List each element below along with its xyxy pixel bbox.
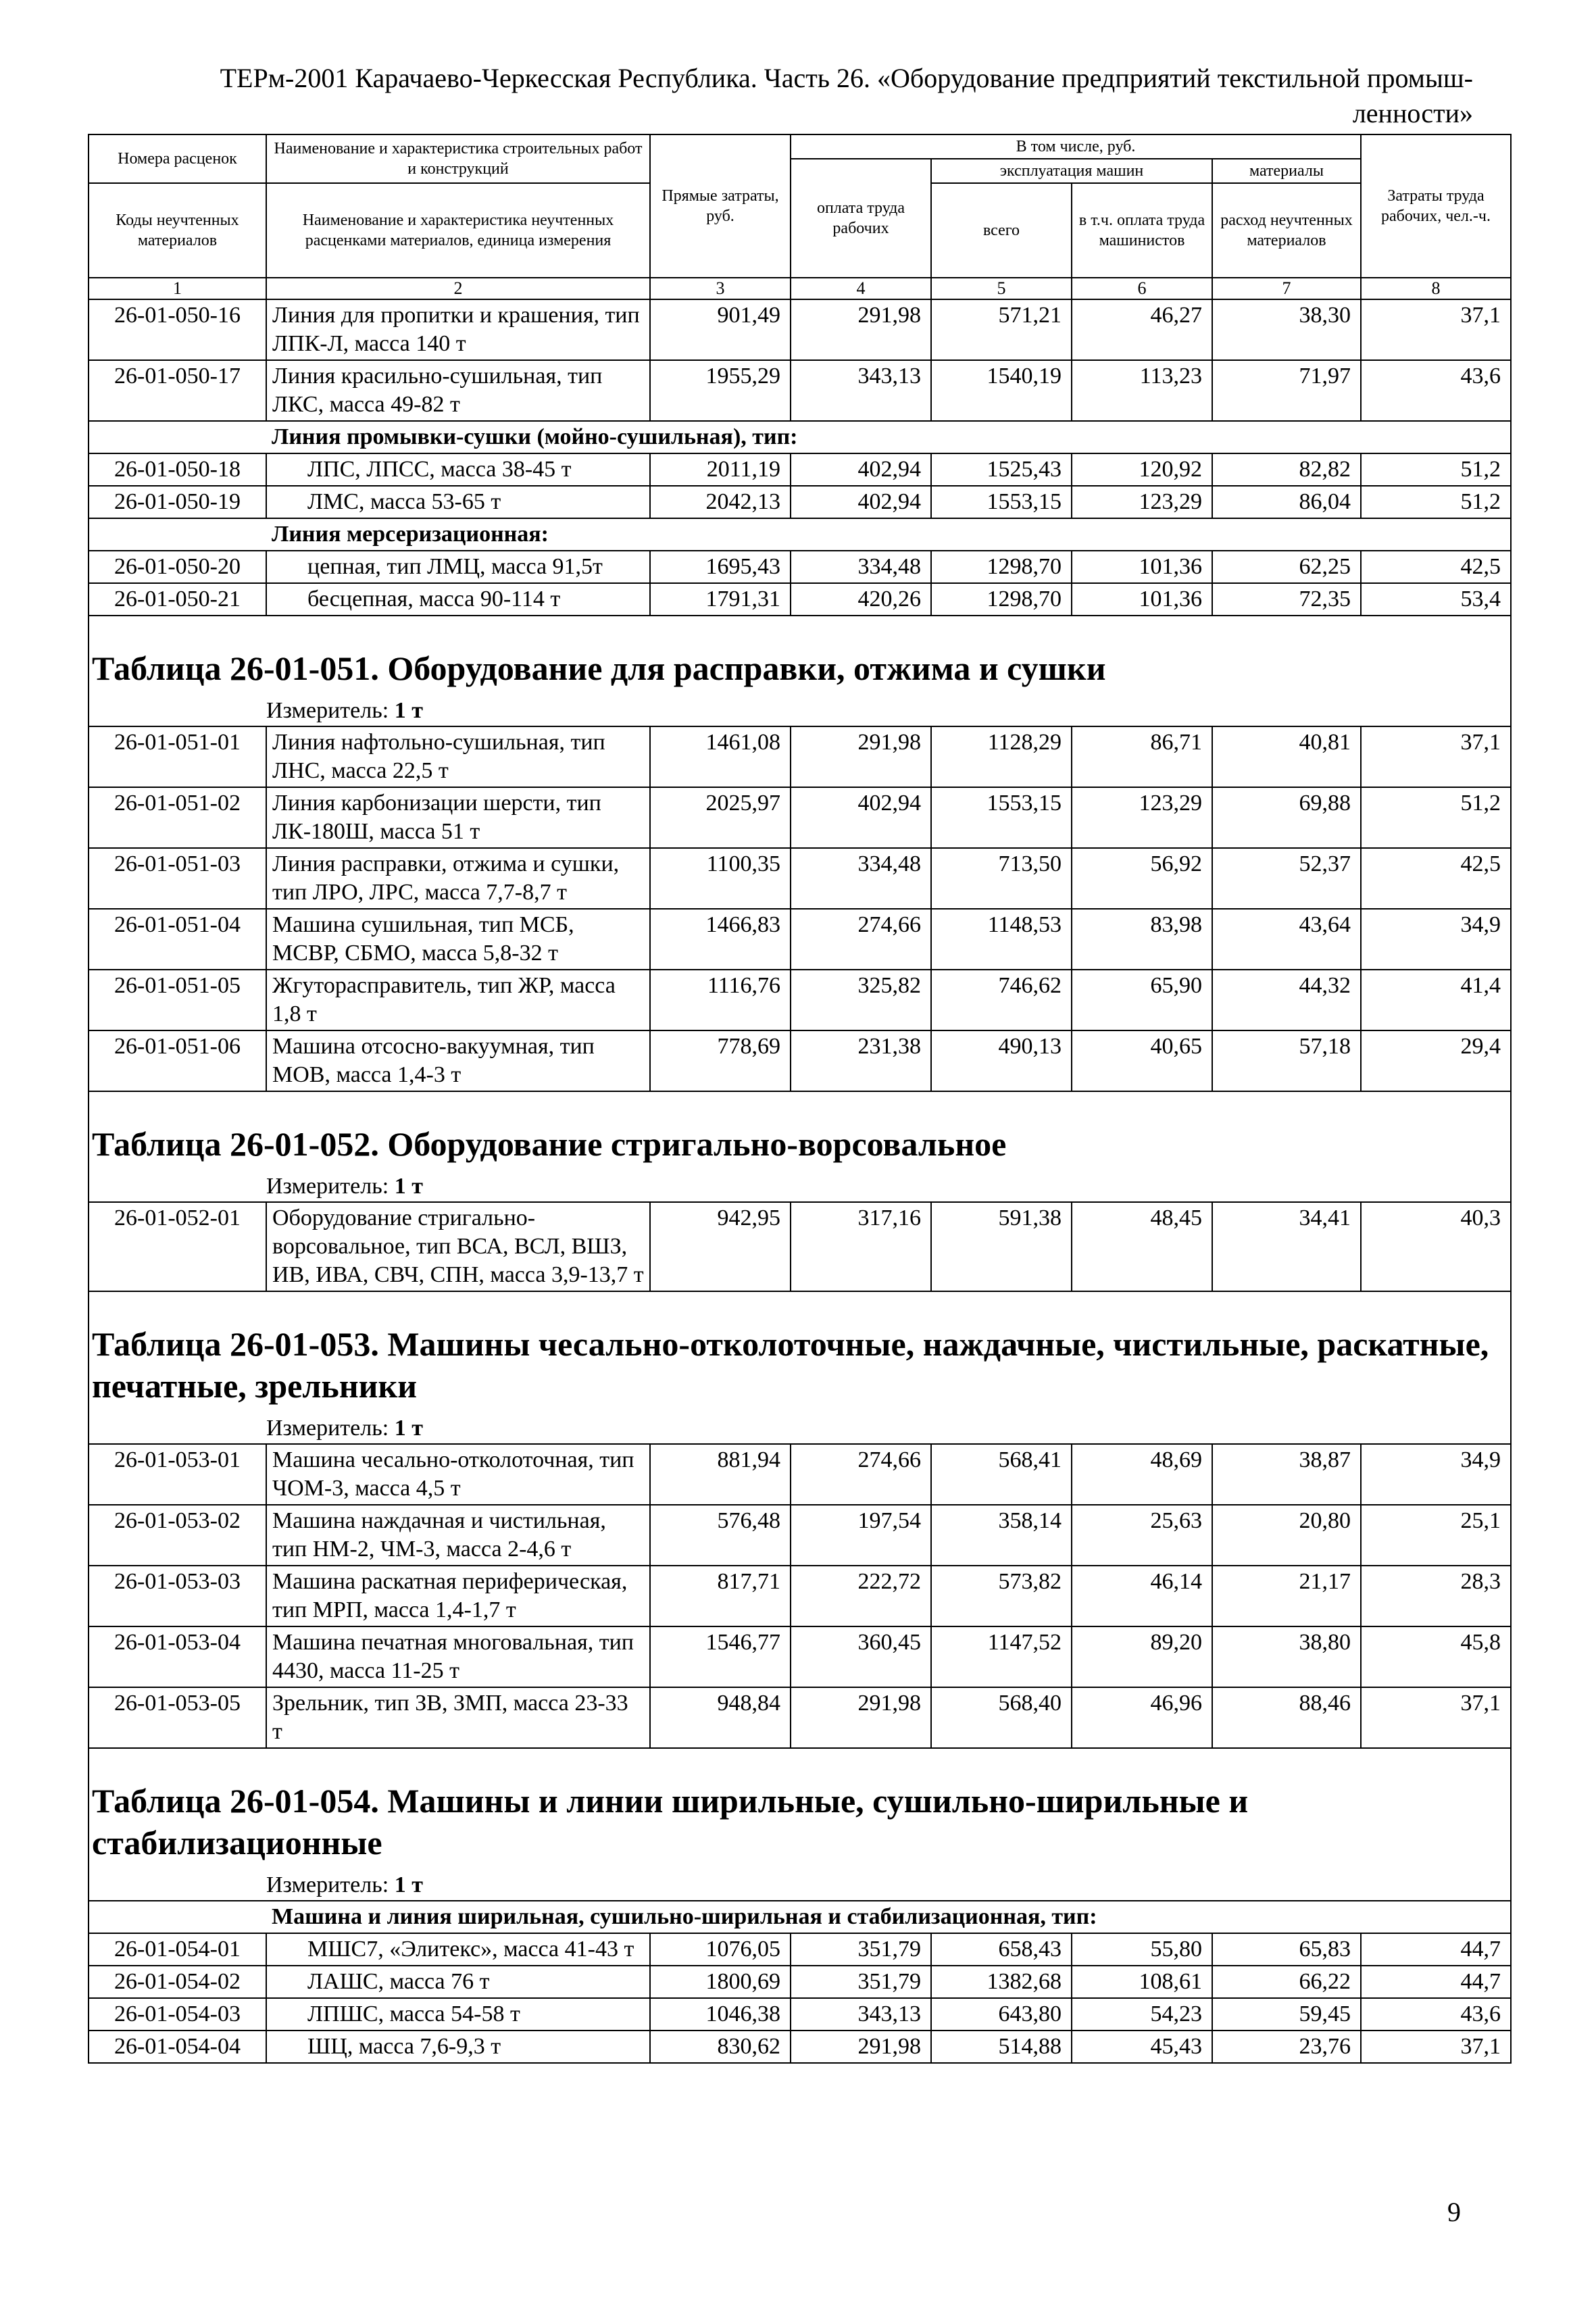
labor-hours: 45,8 [1361, 1626, 1511, 1687]
direct-costs: 1100,35 [650, 848, 791, 909]
machinist-wages: 56,92 [1072, 848, 1212, 909]
materials-cost: 71,97 [1212, 360, 1361, 421]
column-number: 3 [650, 278, 791, 299]
machines-total: 568,40 [931, 1687, 1072, 1748]
rate-name: бесцепная, масса 90-114 т [266, 583, 650, 616]
machinist-wages: 48,45 [1072, 1202, 1212, 1291]
labor-wages: 291,98 [791, 299, 931, 360]
rate-name: Машина отсосно-вакуумная, тип МОВ, масса 1,4-3 т [266, 1030, 650, 1091]
labor-hours: 37,1 [1361, 299, 1511, 360]
machinist-wages: 48,69 [1072, 1444, 1212, 1505]
group-row [89, 518, 1511, 551]
rate-code: 26-01-053-01 [89, 1444, 266, 1505]
rate-name: Линия красильно-сушильная, тип ЛКС, масса 49-82 т [266, 360, 650, 421]
group-heading: Линия мерсеризационная: [266, 518, 1511, 551]
labor-hours: 44,7 [1361, 1933, 1511, 1966]
rate-code: 26-01-050-18 [89, 453, 266, 486]
group-spacer [89, 421, 266, 453]
section-gap [89, 1091, 1511, 1110]
section-title-row [89, 1766, 1511, 1870]
machines-total: 1128,29 [931, 726, 1072, 787]
rate-name: ЛАШС, масса 76 т [266, 1966, 650, 1998]
labor-hours: 37,1 [1361, 726, 1511, 787]
labor-hours: 42,5 [1361, 848, 1511, 909]
labor-wages: 402,94 [791, 787, 931, 848]
group-row [89, 421, 1511, 453]
machines-total: 1298,70 [931, 583, 1072, 616]
labor-wages: 334,48 [791, 551, 931, 583]
section-gap-cell [89, 1748, 1511, 1766]
labor-wages: 334,48 [791, 848, 931, 909]
rate-name: МШС7, «Элитекс», масса 41-43 т [266, 1933, 650, 1966]
col-header-hours: Затраты труда рабочих, чел.-ч. [1361, 134, 1511, 278]
rate-code: 26-01-050-19 [89, 486, 266, 518]
col-header-group-all: В том числе, руб. [791, 134, 1361, 159]
measure-unit [89, 1172, 1511, 1202]
machines-total: 490,13 [931, 1030, 1072, 1091]
direct-costs: 942,95 [650, 1202, 791, 1291]
direct-costs: 2011,19 [650, 453, 791, 486]
labor-wages: 325,82 [791, 970, 931, 1030]
table-title: Таблица 26-01-051. Оборудование для расправки, отжима и сушки [89, 634, 1511, 696]
rate-code: 26-01-053-04 [89, 1626, 266, 1687]
materials-cost: 65,83 [1212, 1933, 1361, 1966]
labor-wages: 231,38 [791, 1030, 931, 1091]
table-row [89, 551, 1511, 583]
labor-hours: 51,2 [1361, 453, 1511, 486]
direct-costs: 1046,38 [650, 1998, 791, 2031]
rate-name: Линия нафтольно-сушильная, тип ЛНС, масса 22,5 т [266, 726, 650, 787]
col-header-codes-top: Номера расценок [89, 134, 266, 183]
labor-hours: 53,4 [1361, 583, 1511, 616]
col-header-labor: оплата труда рабочих [791, 159, 931, 278]
labor-hours: 41,4 [1361, 970, 1511, 1030]
labor-hours: 43,6 [1361, 360, 1511, 421]
machinist-wages: 46,27 [1072, 299, 1212, 360]
table-row [89, 453, 1511, 486]
rate-code: 26-01-051-01 [89, 726, 266, 787]
rate-name: Жгуторасправитель, тип ЖР, масса 1,8 т [266, 970, 650, 1030]
section-title-row [89, 634, 1511, 696]
direct-costs: 778,69 [650, 1030, 791, 1091]
direct-costs: 830,62 [650, 2031, 791, 2063]
rate-code: 26-01-051-05 [89, 970, 266, 1030]
col-header-group-materials: материалы [1212, 159, 1361, 183]
rate-name: ЛПШС, масса 54-58 т [266, 1998, 650, 2031]
measure-unit [89, 1414, 1511, 1444]
machinist-wages: 25,63 [1072, 1505, 1212, 1566]
materials-cost: 62,25 [1212, 551, 1361, 583]
rate-name: цепная, тип ЛМЦ, масса 91,5т [266, 551, 650, 583]
measure-value: 1 т [394, 698, 423, 723]
direct-costs: 2025,97 [650, 787, 791, 848]
rate-code: 26-01-051-04 [89, 909, 266, 970]
measure-row [89, 1172, 1511, 1202]
page-number: 9 [1447, 2197, 1461, 2227]
table-row [89, 970, 1511, 1030]
column-numbers-row [89, 278, 1511, 299]
labor-wages: 291,98 [791, 1687, 931, 1748]
group-heading: Машина и линия ширильная, сушильно-ширильная и стабилизационная, тип: [266, 1901, 1511, 1933]
machines-total: 358,14 [931, 1505, 1072, 1566]
labor-wages: 197,54 [791, 1505, 931, 1566]
labor-hours: 51,2 [1361, 787, 1511, 848]
direct-costs: 817,71 [650, 1566, 791, 1626]
machines-total: 514,88 [931, 2031, 1072, 2063]
machinist-wages: 89,20 [1072, 1626, 1212, 1687]
machinist-wages: 40,65 [1072, 1030, 1212, 1091]
machines-total: 1298,70 [931, 551, 1072, 583]
rate-code: 26-01-054-01 [89, 1933, 266, 1966]
measure-row [89, 1414, 1511, 1444]
rate-code: 26-01-051-02 [89, 787, 266, 848]
labor-wages: 351,79 [791, 1933, 931, 1966]
measure-label: Измеритель: [266, 698, 389, 723]
measure-unit [89, 696, 1511, 726]
labor-wages: 274,66 [791, 909, 931, 970]
rate-code: 26-01-051-03 [89, 848, 266, 909]
table-row [89, 583, 1511, 616]
machinist-wages: 113,23 [1072, 360, 1212, 421]
column-number: 5 [931, 278, 1072, 299]
rate-code: 26-01-054-04 [89, 2031, 266, 2063]
table-row [89, 1566, 1511, 1626]
table-row [89, 726, 1511, 787]
materials-cost: 72,35 [1212, 583, 1361, 616]
direct-costs: 1546,77 [650, 1626, 791, 1687]
materials-cost: 57,18 [1212, 1030, 1361, 1091]
rate-code: 26-01-054-03 [89, 1998, 266, 2031]
section-gap [89, 1291, 1511, 1310]
machines-total: 571,21 [931, 299, 1072, 360]
table-row [89, 1505, 1511, 1566]
column-number: 8 [1361, 278, 1511, 299]
measure-row [89, 696, 1511, 726]
labor-wages: 317,16 [791, 1202, 931, 1291]
labor-hours: 34,9 [1361, 909, 1511, 970]
table-row [89, 1687, 1511, 1748]
labor-hours: 37,1 [1361, 2031, 1511, 2063]
labor-wages: 343,13 [791, 1998, 931, 2031]
column-number: 2 [266, 278, 650, 299]
rate-name: Линия расправки, отжима и сушки, тип ЛРО, ЛРС, масса 7,7-8,7 т [266, 848, 650, 909]
section-gap-cell [89, 1091, 1511, 1110]
rate-name: Машина печатная многовальная, тип 4430, масса 11-25 т [266, 1626, 650, 1687]
materials-cost: 38,30 [1212, 299, 1361, 360]
col-header-materials-use: расход неучтенных материалов [1212, 183, 1361, 278]
machines-total: 1553,15 [931, 787, 1072, 848]
labor-hours: 42,5 [1361, 551, 1511, 583]
labor-hours: 37,1 [1361, 1687, 1511, 1748]
labor-wages: 343,13 [791, 360, 931, 421]
page-header-line1: ТЕРм-2001 Карачаево-Черкесская Республика. Часть 26. «Оборудование предприятий текстильной промыш- [220, 63, 1473, 93]
direct-costs: 1461,08 [650, 726, 791, 787]
col-header-group-machines: эксплуатация машин [931, 159, 1212, 183]
rate-code: 26-01-050-16 [89, 299, 266, 360]
machinist-wages: 45,43 [1072, 2031, 1212, 2063]
materials-cost: 82,82 [1212, 453, 1361, 486]
labor-hours: 34,9 [1361, 1444, 1511, 1505]
machinist-wages: 54,23 [1072, 1998, 1212, 2031]
column-number: 6 [1072, 278, 1212, 299]
table-row [89, 1998, 1511, 2031]
machinist-wages: 123,29 [1072, 486, 1212, 518]
materials-cost: 38,87 [1212, 1444, 1361, 1505]
rate-code: 26-01-050-20 [89, 551, 266, 583]
section-title-row [89, 1310, 1511, 1414]
materials-cost: 69,88 [1212, 787, 1361, 848]
materials-cost: 52,37 [1212, 848, 1361, 909]
table-title: Таблица 26-01-052. Оборудование стригально-ворсовальное [89, 1110, 1511, 1172]
rate-name: ЛМС, масса 53-65 т [266, 486, 650, 518]
direct-costs: 948,84 [650, 1687, 791, 1748]
column-number: 1 [89, 278, 266, 299]
group-spacer [89, 1901, 266, 1933]
rate-name: Оборудование стригально-ворсовальное, тип ВСА, ВСЛ, ВШЗ, ИВ, ИВА, СВЧ, СПН, масса 3,9-13,7 т [266, 1202, 650, 1291]
measure-unit [89, 1870, 1511, 1901]
section-gap-cell [89, 616, 1511, 634]
machines-total: 1525,43 [931, 453, 1072, 486]
column-number: 7 [1212, 278, 1361, 299]
rate-code: 26-01-053-05 [89, 1687, 266, 1748]
materials-cost: 44,32 [1212, 970, 1361, 1030]
materials-cost: 59,45 [1212, 1998, 1361, 2031]
machinist-wages: 83,98 [1072, 909, 1212, 970]
direct-costs: 576,48 [650, 1505, 791, 1566]
table-row [89, 1444, 1511, 1505]
rate-code: 26-01-053-02 [89, 1505, 266, 1566]
table-row [89, 1030, 1511, 1091]
machines-total: 1147,52 [931, 1626, 1072, 1687]
page-header [122, 61, 1473, 131]
col-header-name-top: Наименование и характеристика строительных работ и конструкций [266, 134, 650, 183]
labor-wages: 402,94 [791, 486, 931, 518]
table-row [89, 787, 1511, 848]
rate-code: 26-01-050-21 [89, 583, 266, 616]
machines-total: 1382,68 [931, 1966, 1072, 1998]
labor-wages: 291,98 [791, 2031, 931, 2063]
materials-cost: 40,81 [1212, 726, 1361, 787]
table-title: Таблица 26-01-053. Машины чесально-отколоточные, наждачные, чистильные, раскатные, печатные, зрельники [89, 1310, 1511, 1414]
labor-wages: 222,72 [791, 1566, 931, 1626]
labor-wages: 360,45 [791, 1626, 931, 1687]
measure-label: Измеритель: [266, 1872, 389, 1897]
materials-cost: 66,22 [1212, 1966, 1361, 1998]
machines-total: 1553,15 [931, 486, 1072, 518]
rates-table [88, 134, 1512, 2064]
machines-total: 568,41 [931, 1444, 1072, 1505]
table-row [89, 1202, 1511, 1291]
rate-name: Машина раскатная периферическая, тип МРП, масса 1,4-1,7 т [266, 1566, 650, 1626]
labor-wages: 402,94 [791, 453, 931, 486]
materials-cost: 43,64 [1212, 909, 1361, 970]
machinist-wages: 108,61 [1072, 1966, 1212, 1998]
labor-wages: 420,26 [791, 583, 931, 616]
rate-code: 26-01-051-06 [89, 1030, 266, 1091]
rate-code: 26-01-052-01 [89, 1202, 266, 1291]
rate-name: Линия для пропитки и крашения, тип ЛПК-Л, масса 140 т [266, 299, 650, 360]
rate-name: Машина наждачная и чистильная, тип НМ-2, ЧМ-3, масса 2-4,6 т [266, 1505, 650, 1566]
materials-cost: 88,46 [1212, 1687, 1361, 1748]
group-row [89, 1901, 1511, 1933]
direct-costs: 1955,29 [650, 360, 791, 421]
materials-cost: 86,04 [1212, 486, 1361, 518]
direct-costs: 1076,05 [650, 1933, 791, 1966]
direct-costs: 1116,76 [650, 970, 791, 1030]
materials-cost: 23,76 [1212, 2031, 1361, 2063]
table-row [89, 2031, 1511, 2063]
machinist-wages: 123,29 [1072, 787, 1212, 848]
labor-hours: 40,3 [1361, 1202, 1511, 1291]
measure-value: 1 т [394, 1872, 423, 1897]
table-row [89, 848, 1511, 909]
machinist-wages: 101,36 [1072, 551, 1212, 583]
table-row [89, 1626, 1511, 1687]
machines-total: 591,38 [931, 1202, 1072, 1291]
rate-code: 26-01-054-02 [89, 1966, 266, 1998]
machines-total: 643,80 [931, 1998, 1072, 2031]
labor-hours: 44,7 [1361, 1966, 1511, 1998]
machines-total: 658,43 [931, 1933, 1072, 1966]
rate-name: Зрельник, тип ЗВ, ЗМП, масса 23-33 т [266, 1687, 650, 1748]
labor-hours: 29,4 [1361, 1030, 1511, 1091]
table-row [89, 1966, 1511, 1998]
measure-value: 1 т [394, 1416, 423, 1441]
col-header-machines-total: всего [931, 183, 1072, 278]
materials-cost: 34,41 [1212, 1202, 1361, 1291]
measure-label: Измеритель: [266, 1174, 389, 1199]
col-header-direct: Прямые затраты, руб. [650, 134, 791, 278]
section-title-row [89, 1110, 1511, 1172]
rate-code: 26-01-050-17 [89, 360, 266, 421]
machines-total: 713,50 [931, 848, 1072, 909]
machines-total: 1148,53 [931, 909, 1072, 970]
direct-costs: 1800,69 [650, 1966, 791, 1998]
labor-hours: 25,1 [1361, 1505, 1511, 1566]
section-gap [89, 616, 1511, 634]
labor-wages: 291,98 [791, 726, 931, 787]
labor-hours: 28,3 [1361, 1566, 1511, 1626]
rate-name: Машина сушильная, тип МСБ, МСВР, СБМО, масса 5,8-32 т [266, 909, 650, 970]
rate-name: ЛПС, ЛПСС, масса 38-45 т [266, 453, 650, 486]
section-gap [89, 1748, 1511, 1766]
direct-costs: 1791,31 [650, 583, 791, 616]
machines-total: 1540,19 [931, 360, 1072, 421]
machinist-wages: 86,71 [1072, 726, 1212, 787]
direct-costs: 1466,83 [650, 909, 791, 970]
machinist-wages: 120,92 [1072, 453, 1212, 486]
measure-value: 1 т [394, 1174, 423, 1199]
page-header-line2: ленности» [1352, 98, 1473, 128]
rate-code: 26-01-053-03 [89, 1566, 266, 1626]
table-row [89, 486, 1511, 518]
measure-label: Измеритель: [266, 1416, 389, 1441]
materials-cost: 21,17 [1212, 1566, 1361, 1626]
column-number: 4 [791, 278, 931, 299]
machinist-wages: 55,80 [1072, 1933, 1212, 1966]
labor-wages: 274,66 [791, 1444, 931, 1505]
table-row [89, 909, 1511, 970]
table-title: Таблица 26-01-054. Машины и линии ширильные, сушильно-ширильные и стабилизационные [89, 1766, 1511, 1870]
col-header-codes-bottom: Коды неучтенных материалов [89, 183, 266, 278]
col-header-name-bottom: Наименование и характеристика неучтенных расценками материалов, единица измерения [266, 183, 650, 278]
machines-total: 746,62 [931, 970, 1072, 1030]
machinist-wages: 101,36 [1072, 583, 1212, 616]
group-spacer [89, 518, 266, 551]
labor-hours: 43,6 [1361, 1998, 1511, 2031]
table-row [89, 360, 1511, 421]
machinist-wages: 46,96 [1072, 1687, 1212, 1748]
machinist-wages: 46,14 [1072, 1566, 1212, 1626]
table-row [89, 299, 1511, 360]
measure-row [89, 1870, 1511, 1901]
rate-name: Машина чесально-отколоточная, тип ЧОМ-3, масса 4,5 т [266, 1444, 650, 1505]
machines-total: 573,82 [931, 1566, 1072, 1626]
group-heading: Линия промывки-сушки (мойно-сушильная), тип: [266, 421, 1511, 453]
labor-wages: 351,79 [791, 1966, 931, 1998]
rate-name: ШЦ, масса 7,6-9,3 т [266, 2031, 650, 2063]
labor-hours: 51,2 [1361, 486, 1511, 518]
rate-name: Линия карбонизации шерсти, тип ЛК-180Ш, масса 51 т [266, 787, 650, 848]
section-gap-cell [89, 1291, 1511, 1310]
direct-costs: 881,94 [650, 1444, 791, 1505]
direct-costs: 2042,13 [650, 486, 791, 518]
direct-costs: 901,49 [650, 299, 791, 360]
col-header-machinist-labor: в т.ч. оплата труда машинистов [1072, 183, 1212, 278]
machinist-wages: 65,90 [1072, 970, 1212, 1030]
table-row [89, 1933, 1511, 1966]
materials-cost: 20,80 [1212, 1505, 1361, 1566]
materials-cost: 38,80 [1212, 1626, 1361, 1687]
direct-costs: 1695,43 [650, 551, 791, 583]
